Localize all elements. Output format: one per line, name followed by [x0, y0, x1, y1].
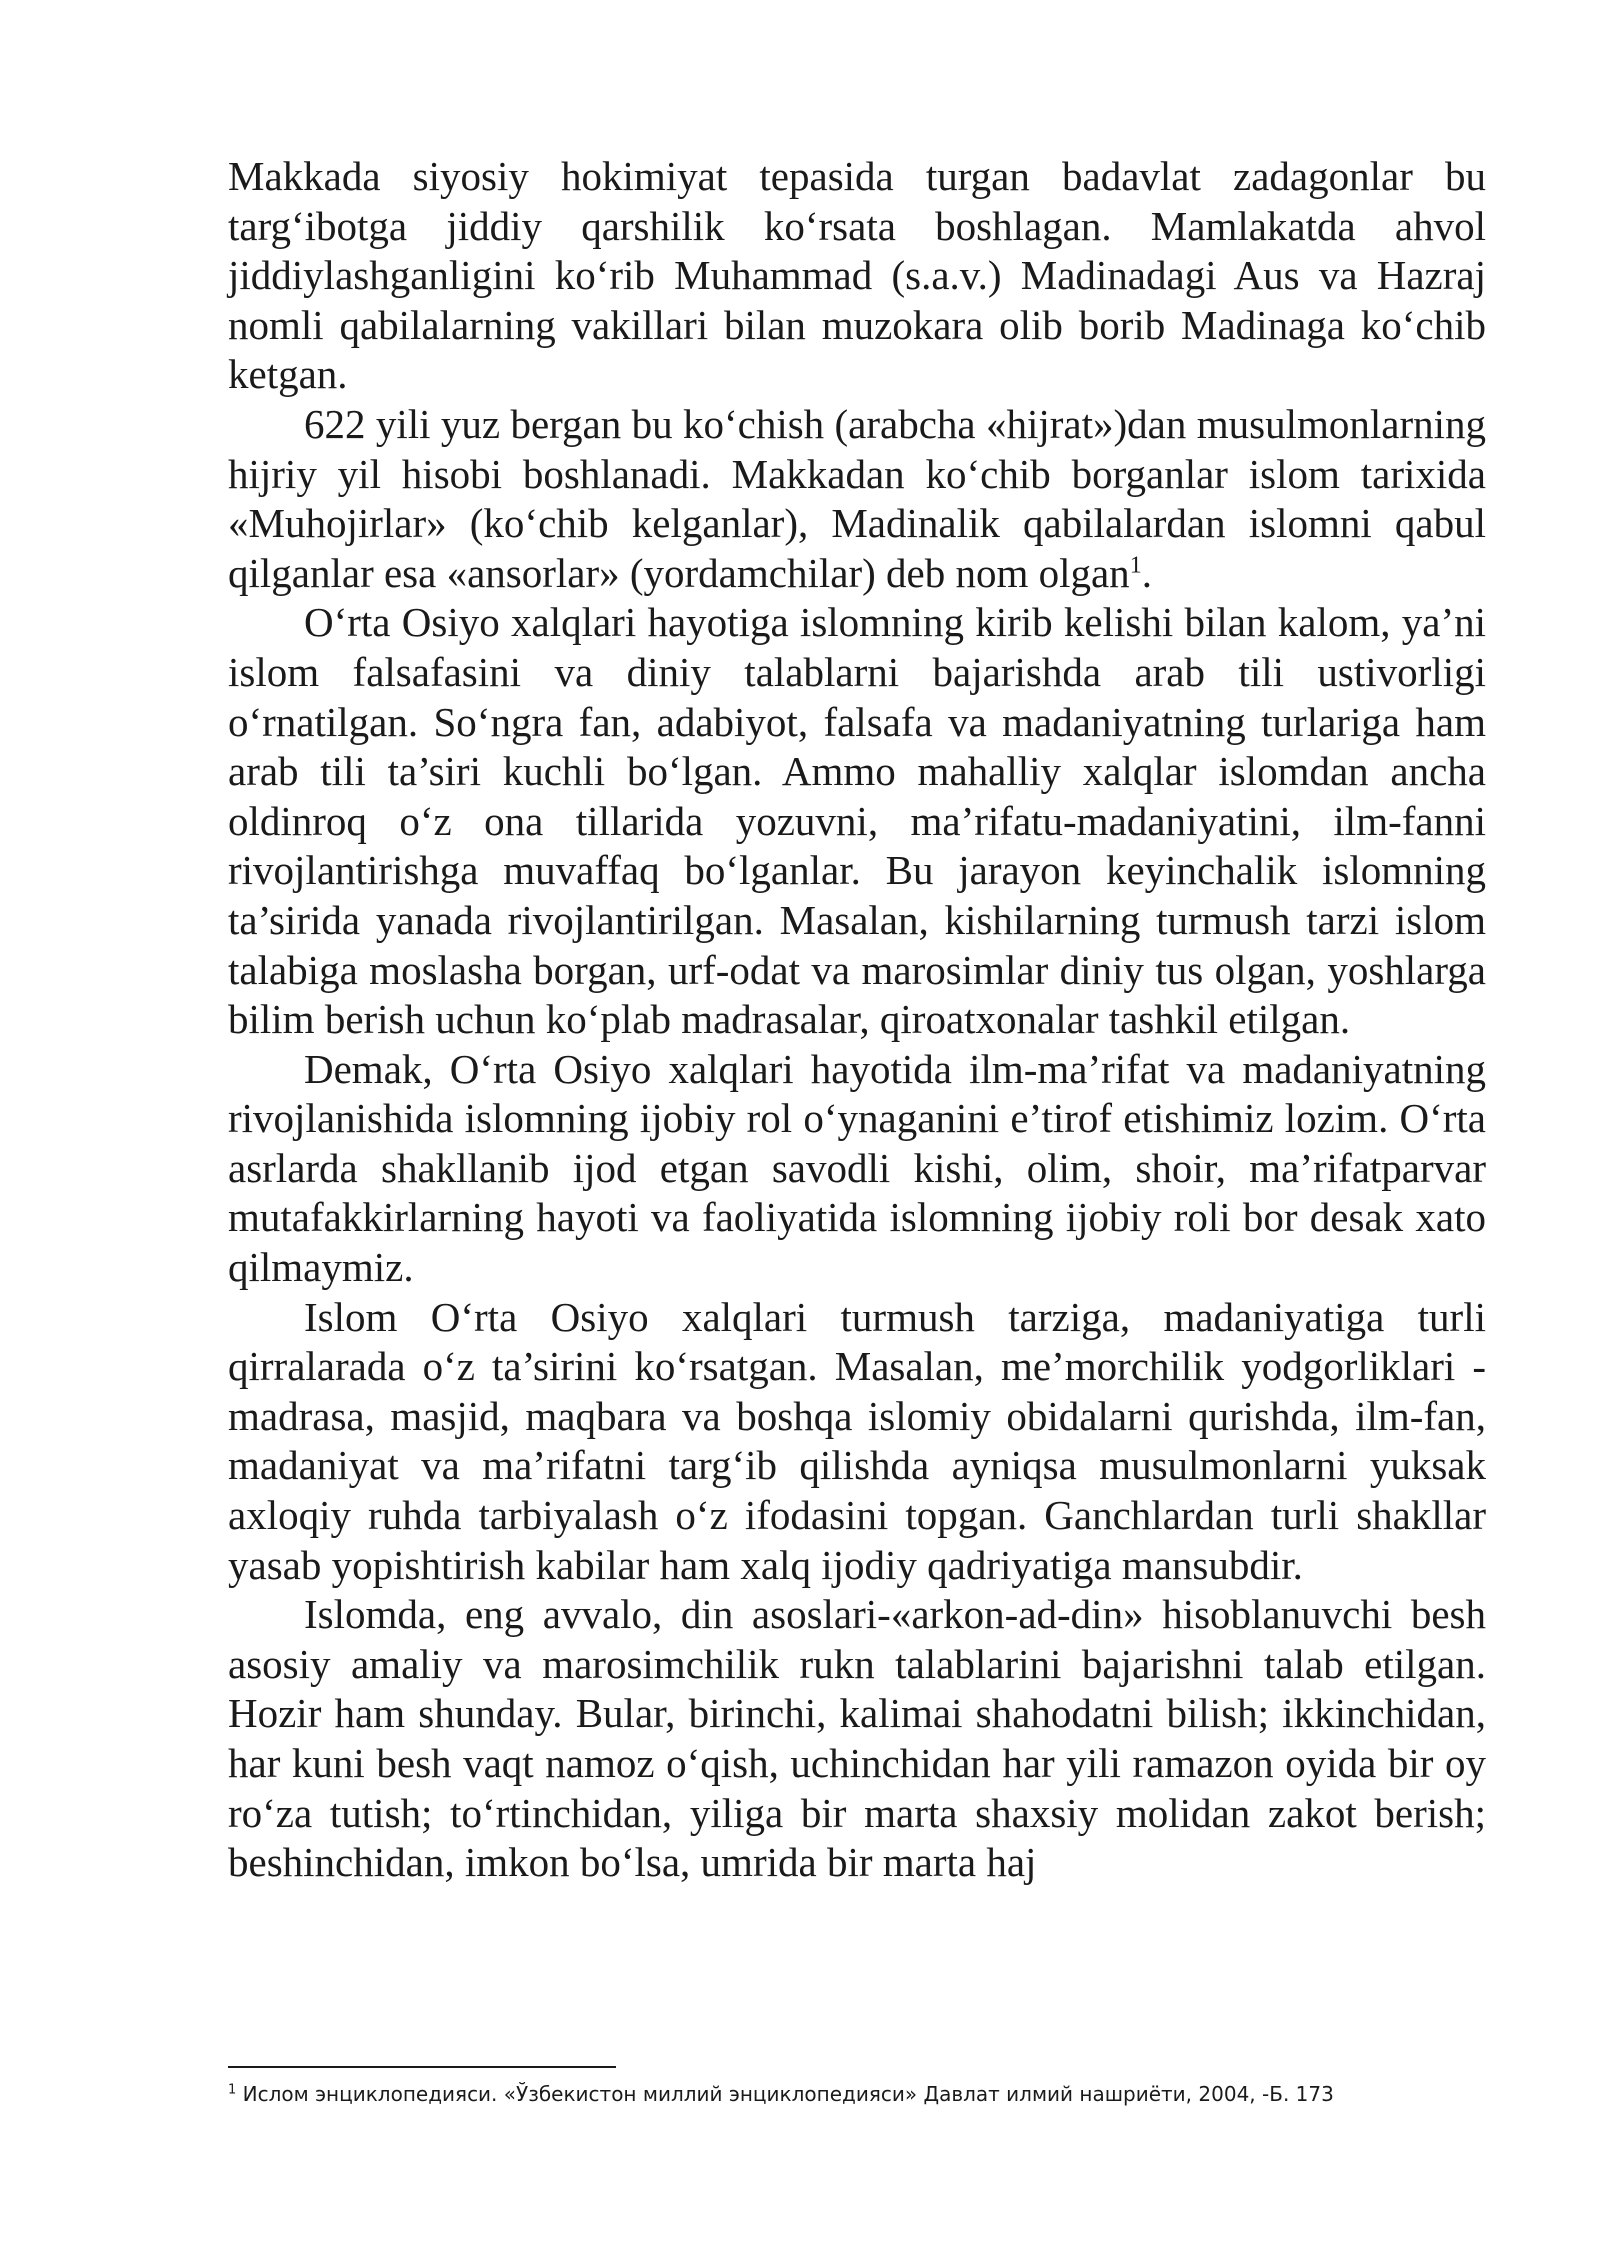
paragraph-6 — [228, 1590, 1486, 1888]
paragraph-text: O‘rta Osiyo xalqlari hayotiga islomning kirib kelishi bilan kalom, ya’ni islom falsafasini va diniy talablarni bajarishda arab tili ustivorligi o‘rnatilgan. So‘ngra fan, adabiyot, falsafa va madaniyatning turlariga ham arab tili ta’siri kuchli bo‘lgan. Ammo mahalliy xalqlar islomdan ancha oldinroq o‘z ona tillarida yozuvni, ma’rifatu-madaniyatini, ilm-fanni rivojlantirishga muvaffaq bo‘lganlar. Bu jarayon keyinchalik islomning ta’sirida yanada rivojlantirilgan. Masalan, kishilarning turmush tarzi islom talabiga moslasha borgan, urf-odat va marosimlar diniy tus olgan, yoshlarga bilim berish uchun ko‘plab madrasalar, qiroatxonalar tashkil etilgan. — [228, 599, 1486, 1043]
paragraph-3 — [228, 598, 1486, 1044]
paragraph-text: Demak, O‘rta Osiyo xalqlari hayotida ilm-ma’rifat va madaniyatning rivojlanishida islomning ijobiy rol o‘ynaganini e’tirof etishimiz lozim. O‘rta asrlarda shakllanib ijod etgan savodli kishi, olim, shoir, ma’rifatparvar mutafakkirlarning hayoti va faoliyatida islomning ijobiy roli bor desak xato qilmaymiz. — [228, 1045, 1486, 1291]
paragraph-text: Islom O‘rta Osiyo xalqlari turmush tarziga, madaniyatiga turli qirralarada o‘z ta’sirini ko‘rsatgan. Masalan, me’morchilik yodgorliklari - madrasa, masjid, maqbara va boshqa islomiy obidalarni qurishda, ilm-fan, madaniyat va ma’rifatni targ‘ib qilishda ayniqsa musulmonlarni yuksak axloqiy ruhda tarbiyalash o‘z ifodasini topgan. Ganchlardan turli shakllar yasab yopishtirish kabilar ham xalq ijodiy qadriyatiga mansubdir. — [228, 1293, 1486, 1588]
paragraph-text: Makkada siyosiy hokimiyat tepasida turgan badavlat zadagonlar bu targ‘ibotga jiddiy qarshilik ko‘rsata boshlagan. Mamlakatda ahvol jiddiylashganligini ko‘rib Muhammad (s.a.v.) Madinadagi Aus va Hazraj nomli qabilalarning vakillari bilan muzokara olib borib Madinaga ko‘chib ketgan. — [228, 153, 1486, 398]
paragraph-text: 622 yili yuz bergan bu ko‘chish (arabcha «hijrat»)dan musulmonlarning hijriy yil hisobi boshlanadi. Makkadan ko‘chib borganlar islom tarixida «Muhojirlar» (ko‘chib kelganlar), Madinalik qabilalardan islomni qabul qilganlar esa «ansorlar» (yordamchilar) deb nom olgan — [228, 400, 1486, 596]
paragraph-2 — [228, 400, 1486, 598]
footnote — [228, 2080, 1528, 2108]
paragraph-1 — [228, 152, 1486, 400]
footnote-separator — [228, 2066, 616, 2068]
body-text — [228, 152, 1486, 1888]
footnote-number: 1 — [228, 2082, 237, 2098]
footnote-text: Ислом энциклопедияси. «Ўзбекистон миллий энциклопедияси» Давлат илмий нашриёти, 2004, -Б. 173 — [242, 2082, 1334, 2106]
footnote-reference[interactable]: 1 — [1129, 552, 1142, 579]
paragraph-tail: . — [1141, 549, 1152, 596]
paragraph-text: Islomda, eng avvalo, din asoslari-«arkon-ad-din» hisoblanuvchi besh asosiy amaliy va marosimchilik rukn talablarini bajarishni talab etilgan. Hozir ham shunday. Bular, birinchi, kalimai shahodatni bilish; ikkinchidan, har kuni besh vaqt namoz o‘qish, uchinchidan har yili ramazon oyida bir oy ro‘za tutish; to‘rtinchidan, yiliga bir marta shaxsiy molidan zakot berish; beshinchidan, imkon bo‘lsa, umrida bir marta haj — [228, 1591, 1486, 1886]
paragraph-4 — [228, 1045, 1486, 1293]
paragraph-5 — [228, 1293, 1486, 1591]
